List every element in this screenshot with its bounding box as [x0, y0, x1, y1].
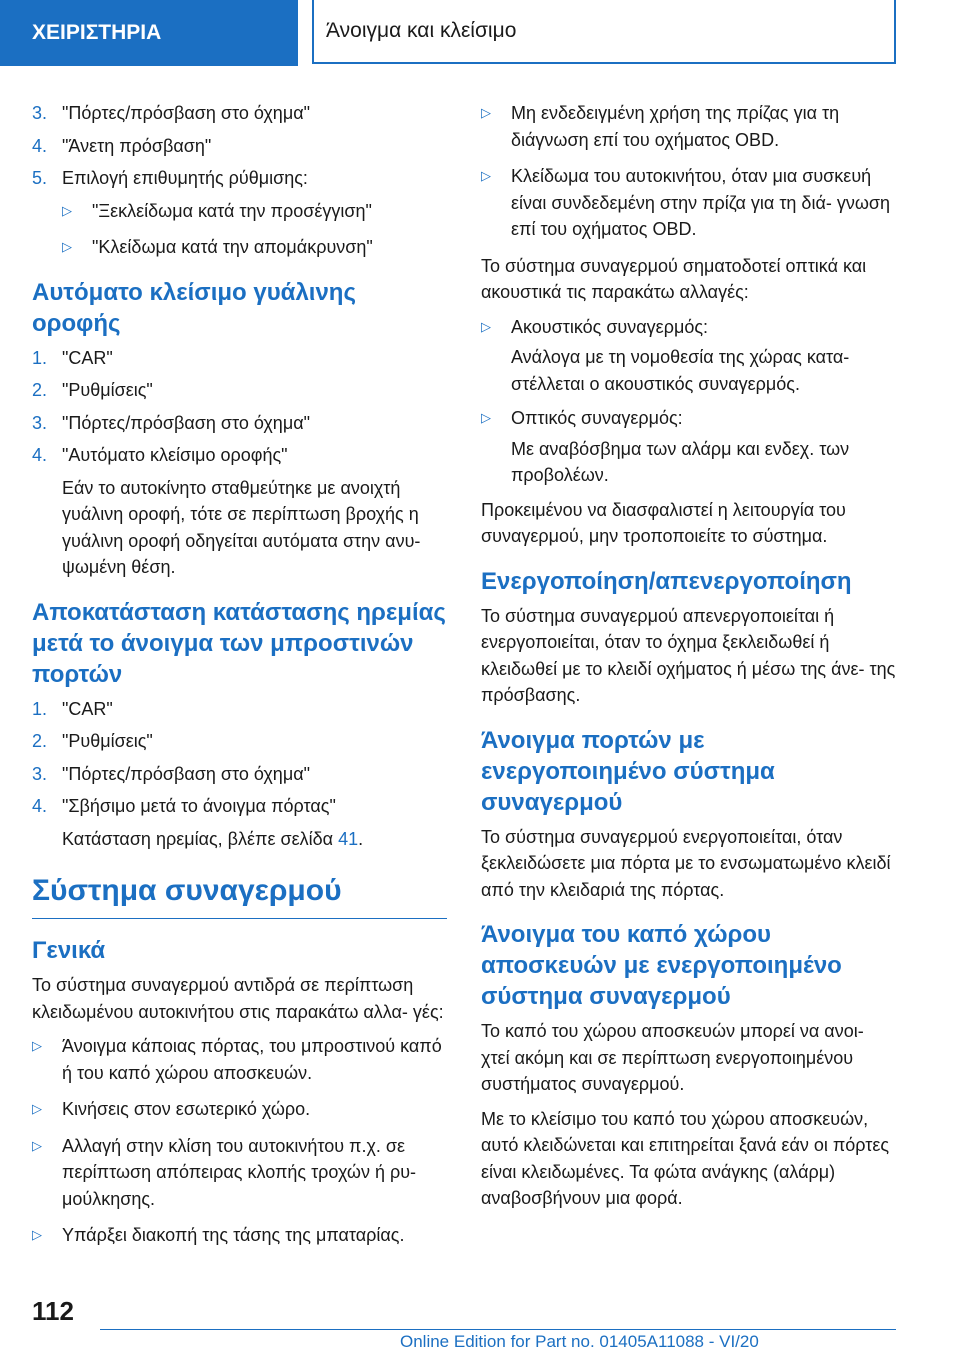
- list-item: 5. Επιλογή επιθυμητής ρύθμισης:: [32, 168, 308, 188]
- paragraph: Το σύστημα συναγερμού ενεργοποιείται, όταν ξεκλειδώσετε μια πόρτα με το ενσωματωμένο κλειδί από την κλειδαριά της πόρτας.: [481, 826, 891, 900]
- paragraph: Προκειμένου να διασφαλιστεί η λειτουργία του συναγερμού, μην τροποποιείτε το σύστημα.: [481, 499, 846, 546]
- triangle-right-icon: ▷: [32, 1101, 42, 1116]
- triangle-right-icon: ▷: [32, 1038, 42, 1053]
- triangle-right-icon: ▷: [481, 410, 491, 425]
- paragraph: Με το κλείσιμο του καπό του χώρου αποσκευών, αυτό κλειδώνεται και επιτηρείται ξανά εάν οι πόρτες είναι κλειδωμένες. Τα φώτα ανάγκης (αλάρμ) αναβοσβήνουν μια φορά.: [481, 1108, 890, 1208]
- paragraph: Το σύστημα συναγερμού απενεργοποιείται ή ενεργοποιείται, όταν το όχημα ξεκλειδωθεί ή κλειδωθεί με το κλειδί οχήματος ή μέσω της άνε- της πρόσβασης.: [481, 605, 896, 705]
- heading-alarm-system: Σύστημα συναγερμού: [32, 874, 342, 907]
- list-description: Εάν το αυτοκίνητο σταθμεύτηκε με ανοιχτή γυάλινη οροφή, τότε σε περίπτωση βροχής η γυάλινη οροφή οδηγείται αυτόματα στην ανυ- ψωμένη θέση.: [62, 477, 421, 577]
- triangle-right-icon: ▷: [32, 1227, 42, 1242]
- triangle-right-icon: ▷: [481, 105, 491, 120]
- triangle-right-icon: ▷: [32, 1137, 42, 1153]
- list-item: 4. "Άνετη πρόσβαση": [32, 135, 212, 156]
- bullet-item: ▷ Υπάρξει διακοπή της τάσης της μπαταρίας.: [32, 1222, 447, 1249]
- paragraph: Το σύστημα συναγερμού αντιδρά σε περίπτωση κλειδωμένου αυτοκινήτου στις παρακάτω αλλα- γές:: [32, 975, 444, 1022]
- heading-roof: Αυτόματο κλείσιμο γυάλινης οροφής: [32, 278, 356, 337]
- paragraph: Το σύστημα συναγερμού σηματοδοτεί οπτικά και ακουστικά τις παρακάτω αλλαγές:: [481, 255, 867, 302]
- bullet-item: ▷ Κλείδωμα του αυτοκινήτου, όταν μια συσκευή είναι συνδεδεμένη στην πρίζα για τη διά- γνωση επί του οχήματος OBD.: [481, 163, 896, 243]
- bullet-item: ▷ Οπτικός συναγερμός:: [481, 405, 896, 432]
- list-item: 3. "Πόρτες/πρόσβαση στο όχημα": [32, 763, 310, 784]
- bullet-item: ▷ Αλλαγή στην κλίση του αυτοκινήτου π.χ. σε περίπτωση απόπειρας κλοπής τροχών ή ρυ- μούλκησης.: [32, 1133, 447, 1213]
- list-item: 2. "Ρυθμίσεις": [32, 731, 153, 751]
- left-column: [32, 100, 447, 1259]
- bullet-item: ▷ "Ξεκλείδωμα κατά την προσέγγιση": [62, 198, 447, 225]
- list-item: 1. "CAR": [32, 698, 113, 719]
- bullet-item: ▷ Ακουστικός συναγερμός:: [481, 314, 896, 341]
- heading-open-trunk: Άνοιγμα του καπό χώρου αποσκευών με ενεργοποιημένο σύστημα συναγερμού: [481, 921, 842, 1010]
- chapter-tab: Άνοιγμα και κλείσιμο: [312, 0, 896, 64]
- heading-general: Γενικά: [32, 937, 106, 964]
- heading-rule: [32, 918, 447, 919]
- heading-rest-state: Αποκατάσταση κατάστασης ηρεμίας μετά το άνοιγμα των μπροστινών πορτών: [32, 598, 446, 688]
- triangle-right-icon: ▷: [62, 202, 72, 218]
- bullet-item: ▷ Άνοιγμα κάποιας πόρτας, του μπροστινού καπό ή του καπό χώρου αποσκευών.: [32, 1033, 447, 1086]
- page-number: 112: [32, 1296, 74, 1326]
- bullet-item: ▷ Κινήσεις στον εσωτερικό χώρο.: [32, 1096, 447, 1123]
- list-item: 3. "Πόρτες/πρόσβαση στο όχημα": [32, 103, 310, 123]
- heading-open-doors: Άνοιγμα πορτών με ενεργοποιημένο σύστημα συναγερμού: [481, 726, 775, 816]
- heading-activation: Ενεργοποίηση/απενεργοποίηση: [481, 567, 852, 595]
- paragraph: Το καπό του χώρου αποσκευών μπορεί να ανοι- χτεί ακόμη και σε περίπτωση ενεργοποιημένου συστήματος συναγερμού.: [481, 1021, 864, 1094]
- page-header: [0, 0, 960, 66]
- bullet-description: Με αναβόσβημα των αλάρμ και ενδεχ. των προβολέων.: [511, 438, 850, 485]
- footer-rule: [100, 1329, 896, 1330]
- right-column: [481, 100, 896, 1220]
- bullet-item: ▷ Μη ενδεδειγμένη χρήση της πρίζας για τη διάγνωση επί του οχήματος OBD.: [481, 100, 896, 153]
- page-link[interactable]: 41: [338, 828, 359, 849]
- section-tab: ΧΕΙΡΙΣΤΗΡΙΑ: [0, 0, 298, 66]
- bullet-item: ▷ "Κλείδωμα κατά την απομάκρυνση": [62, 234, 447, 261]
- list-item: 2. "Ρυθμίσεις": [32, 380, 153, 400]
- triangle-right-icon: ▷: [481, 318, 491, 334]
- triangle-right-icon: ▷: [481, 168, 491, 183]
- list-description: Κατάσταση ηρεμίας, βλέπε σελίδα 41.: [62, 828, 364, 849]
- footer-edition: Online Edition for Part no. 01405A11088 - VI/20: [400, 1332, 759, 1351]
- list-item: 4. "Αυτόματο κλείσιμο οροφής": [32, 445, 288, 465]
- bullet-description: Ανάλογα με τη νομοθεσία της χώρας κατα- στέλλεται ο ακουστικός συναγερμός.: [511, 347, 850, 394]
- list-item: 3. "Πόρτες/πρόσβαση στο όχημα": [32, 412, 310, 433]
- list-item: 4. "Σβήσιμο μετά το άνοιγμα πόρτας": [32, 796, 336, 816]
- list-item: 1. "CAR": [32, 347, 113, 368]
- triangle-right-icon: ▷: [62, 239, 72, 254]
